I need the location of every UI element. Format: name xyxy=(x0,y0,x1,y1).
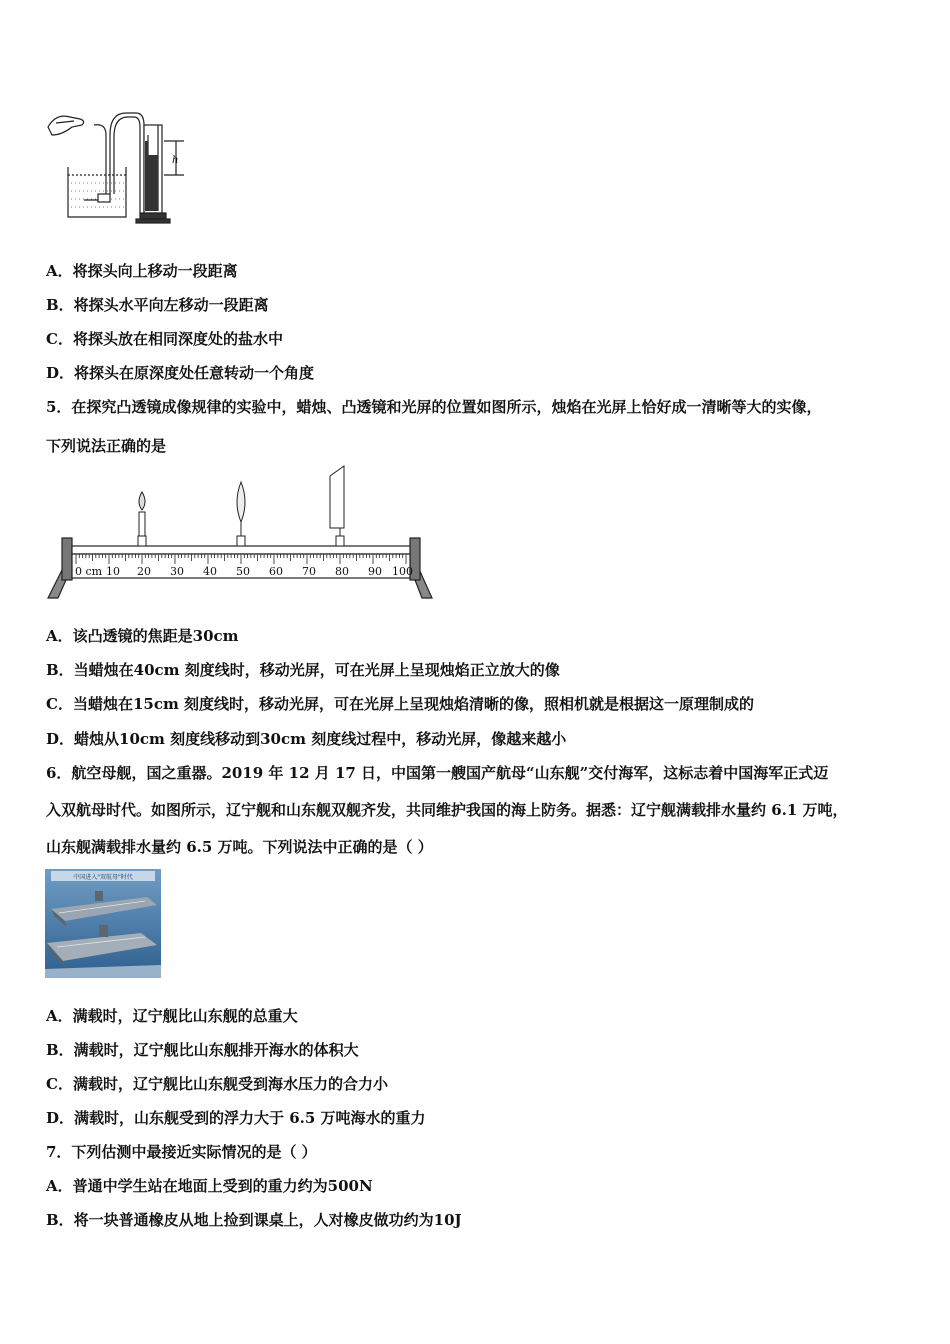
h-label: h xyxy=(172,155,179,166)
candle-icon xyxy=(138,492,146,546)
q6-stem-line2: 入双航母时代。如图所示，辽宁舰和山东舰双舰齐发，共同维护我国的海上防务。据悉：辽宁舰满载排水量约 6.1 万吨， xyxy=(46,801,848,819)
pressure-gauge-figure xyxy=(44,105,194,230)
q6-option-d[interactable]: D．满载时，山东舰受到的浮力大于 6.5 万吨海水的重力 xyxy=(46,1109,426,1127)
q4-option-c[interactable]: C．将探头放在相同深度处的盐水中 xyxy=(46,330,283,348)
q5-stem-line2: 下列说法正确的是 xyxy=(46,437,167,455)
q4-option-d[interactable]: D．将探头在原深度处任意转动一个角度 xyxy=(46,364,315,382)
q6-option-c[interactable]: C．满载时，辽宁舰比山东舰受到海水压力的合力小 xyxy=(46,1075,388,1093)
q5-stem-line1: 5．在探究凸透镜成像规律的实验中，蜡烛、凸透镜和光屏的位置如图所示，烛焰在光屏上恰好成一清晰等大的实像， xyxy=(46,398,822,416)
ruler-label-40: 40 xyxy=(203,565,217,578)
optical-bench-figure xyxy=(44,462,440,602)
aircraft-carriers-photo xyxy=(45,869,161,978)
q6-stem-line3: 山东舰满载排水量约 6.5 万吨。下列说法中正确的是（ ） xyxy=(46,838,433,856)
q6-option-a[interactable]: A．满载时，辽宁舰比山东舰的总重大 xyxy=(46,1007,298,1025)
ruler-label-80: 80 xyxy=(335,565,349,578)
ruler-label-60: 60 xyxy=(269,565,283,578)
ruler-label-50: 50 xyxy=(236,565,250,578)
ruler-label-10: 10 xyxy=(106,565,120,578)
ruler-label-30: 30 xyxy=(170,565,184,578)
ruler-label-20: 20 xyxy=(137,565,151,578)
ruler-label-0: 0 cm xyxy=(75,565,103,578)
q6-stem-line1: 6．航空母舰，国之重器。2019 年 12 月 17 日，中国第一艘国产航母“山东舰”交付海军，这标志着中国海军正式迈 xyxy=(46,764,829,782)
ruler-label-100: 100 xyxy=(392,565,413,578)
convex-lens-icon xyxy=(237,482,245,546)
light-screen-icon xyxy=(330,466,344,546)
q5-option-c[interactable]: C．当蜡烛在15cm 刻度线时，移动光屏，可在光屏上呈现烛焰清晰的像，照相机就是根据这一原理制成的 xyxy=(46,695,755,713)
q7-option-b[interactable]: B．将一块普通橡皮从地上捡到课桌上，人对橡皮做功约为10J xyxy=(46,1211,462,1229)
q6-option-b[interactable]: B．满载时，辽宁舰比山东舰排开海水的体积大 xyxy=(46,1041,359,1059)
photo-banner: 中国进入"双航母"时代 xyxy=(73,874,133,881)
q4-option-b[interactable]: B．将探头水平向左移动一段距离 xyxy=(46,296,269,314)
q5-option-a[interactable]: A．该凸透镜的焦距是30cm xyxy=(46,627,239,645)
ruler-label-90: 90 xyxy=(368,565,382,578)
q5-option-b[interactable]: B．当蜡烛在40cm 刻度线时，移动光屏，可在光屏上呈现烛焰正立放大的像 xyxy=(46,661,560,679)
q5-option-d[interactable]: D．蜡烛从10cm 刻度线移动到30cm 刻度线过程中，移动光屏，像越来越小 xyxy=(46,730,567,748)
ruler-label-70: 70 xyxy=(302,565,316,578)
q7-option-a[interactable]: A．普通中学生站在地面上受到的重力约为500N xyxy=(46,1177,373,1195)
q7-stem: 7．下列估测中最接近实际情况的是（ ） xyxy=(46,1143,317,1161)
q4-option-a[interactable]: A．将探头向上移动一段距离 xyxy=(46,262,238,280)
